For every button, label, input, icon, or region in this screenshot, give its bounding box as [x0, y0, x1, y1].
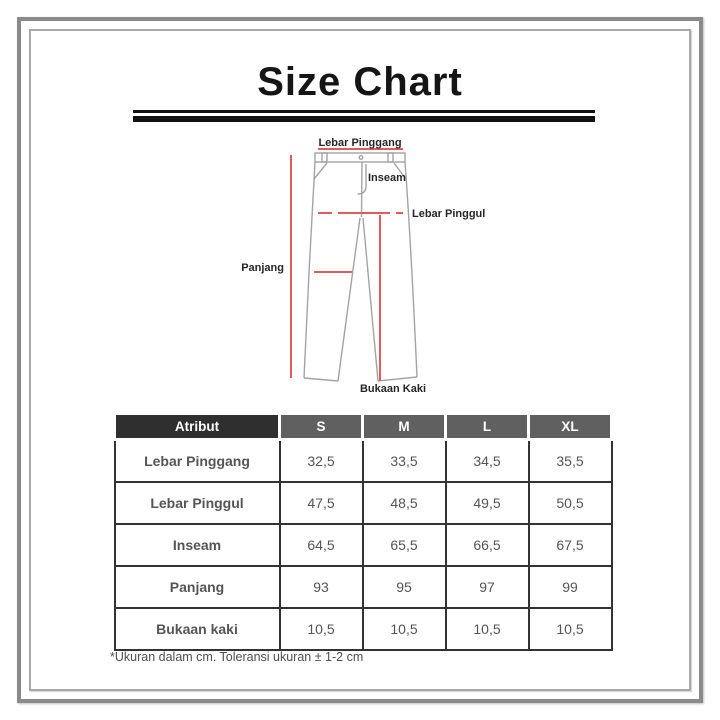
- table-row: [115, 524, 612, 566]
- size-cell: 64,5: [280, 524, 363, 566]
- size-cell: 99: [529, 566, 612, 608]
- divider-thin-line: [133, 110, 595, 113]
- size-cell: 10,5: [280, 608, 363, 650]
- waistband: [315, 153, 405, 162]
- size-cell: 33,5: [363, 440, 446, 483]
- page-title: Size Chart: [257, 60, 463, 104]
- size-cell: 95: [363, 566, 446, 608]
- header-size-l: L: [446, 414, 529, 440]
- size-cell: 48,5: [363, 482, 446, 524]
- attribute-cell: Panjang: [115, 566, 280, 608]
- table-row: [115, 608, 612, 650]
- pants-measurement-diagram: [228, 128, 490, 400]
- size-cell: 34,5: [446, 440, 529, 483]
- pants-outline: [304, 153, 417, 381]
- inseam-label: Inseam: [368, 172, 406, 184]
- header-size-m: M: [363, 414, 446, 440]
- table-row: [115, 482, 612, 524]
- size-cell: 47,5: [280, 482, 363, 524]
- header-size-xl: XL: [529, 414, 612, 440]
- table-row: [115, 440, 612, 483]
- header-size-s: S: [280, 414, 363, 440]
- measurement-footnote: *Ukuran dalam cm. Toleransi ukuran ± 1-2 cm: [110, 650, 364, 664]
- header-atribut: Atribut: [115, 414, 280, 440]
- size-cell: 93: [280, 566, 363, 608]
- left-pocket-line: [314, 163, 327, 179]
- attribute-cell: Inseam: [115, 524, 280, 566]
- right-hem: [378, 377, 417, 381]
- length-label: Panjang: [241, 262, 284, 274]
- left-inner-seam: [338, 218, 360, 381]
- size-cell: 35,5: [529, 440, 612, 483]
- right-outer-seam: [405, 162, 417, 377]
- divider-thick-line: [133, 116, 595, 122]
- leg-opening-label: Bukaan Kaki: [359, 383, 427, 395]
- size-cell: 66,5: [446, 524, 529, 566]
- size-cell: 50,5: [529, 482, 612, 524]
- size-cell: 67,5: [529, 524, 612, 566]
- table-row: [115, 566, 612, 608]
- table-header-row: [115, 414, 612, 440]
- center-front-seam: [362, 162, 363, 217]
- size-cell: 65,5: [363, 524, 446, 566]
- waist-label: Lebar Pinggang: [318, 137, 402, 149]
- attribute-cell: Lebar Pinggang: [115, 440, 280, 483]
- hip-label: Lebar Pinggul: [412, 208, 486, 220]
- attribute-cell: Bukaan kaki: [115, 608, 280, 650]
- left-hem: [304, 378, 338, 381]
- size-cell: 10,5: [529, 608, 612, 650]
- right-inner-seam: [363, 218, 378, 381]
- size-chart-table: [113, 412, 613, 651]
- size-cell: 32,5: [280, 440, 363, 483]
- title-divider: [133, 110, 595, 122]
- size-cell: 49,5: [446, 482, 529, 524]
- size-cell: 10,5: [446, 608, 529, 650]
- attribute-cell: Lebar Pinggul: [115, 482, 280, 524]
- size-cell: 10,5: [363, 608, 446, 650]
- left-outer-seam: [304, 162, 315, 378]
- size-cell: 97: [446, 566, 529, 608]
